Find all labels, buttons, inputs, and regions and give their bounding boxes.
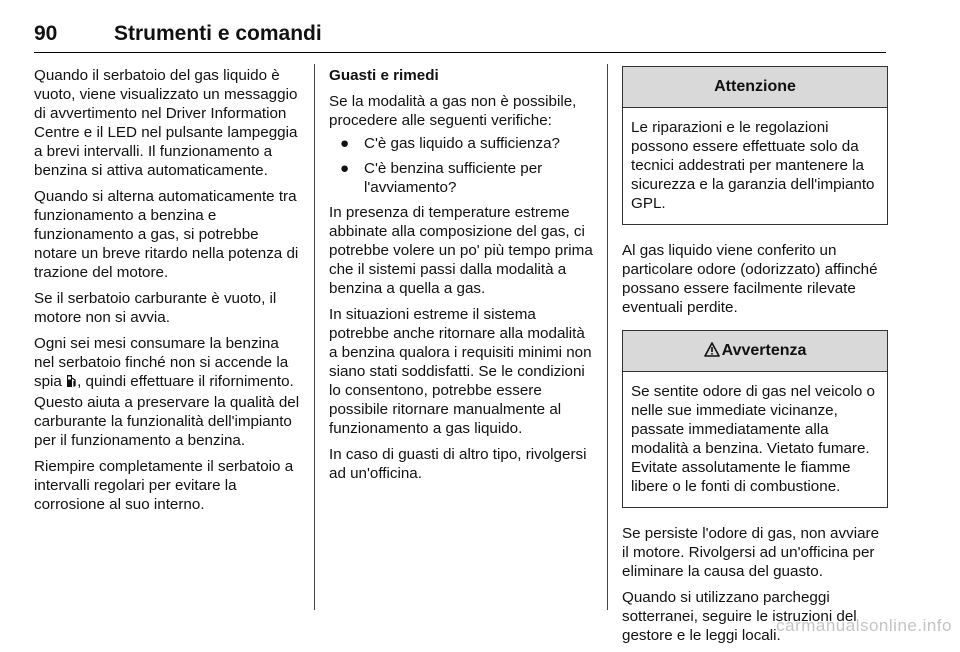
column-right [622, 66, 888, 652]
warning-triangle-icon [704, 333, 720, 373]
paragraph: Se il serbatoio carburante è vuoto, il motore non si avvia. [34, 290, 277, 326]
paragraph: Quando si utilizzano parcheggi sotterranei, seguire le istruzioni del gestore e le leggi locali. [622, 589, 857, 644]
warning-box [622, 330, 888, 508]
warning-title-bar [623, 331, 887, 372]
paragraph: Quando si alterna automaticamente tra funzionamento a benzina e funzionamento a gas, si potrebbe notare un breve ritardo nella potenza di trazione del motore. [34, 188, 299, 281]
paragraph: In situazioni estreme il sistema potrebbe anche ritornare alla modalità a benzina qualora i requisiti minimi non siano stati soddisfatti. Se le condizioni lo consentono, potrebbe essere possibile ritornare manualmente al funzionamento a gas liquido. [329, 306, 592, 437]
paragraph: Al gas liquido viene conferito un particolare odore (odorizzato) affinché possano essere facilmente rilevate eventuali perdite. [622, 242, 878, 316]
paragraph: Quando il serbatoio del gas liquido è vuoto, viene visualizzato un messaggio di avvertimento nel Driver Information Centre e il LED nel pulsante lampeggia a brevi intervalli. Il funzionamento a benzina si attiva automaticamente. [34, 67, 298, 179]
watermark: carmanualsonline.info [776, 616, 952, 635]
fuel-pump-icon [66, 374, 77, 393]
paragraph-text: , quindi effettuare il rifornimento. Questo aiuta a preservare la qualità del carburante la funzionalità dell'impianto per il funzionamento a benzina. [34, 373, 300, 449]
warning-title: Avvertenza [721, 342, 807, 359]
page-number: 90 [34, 22, 58, 45]
paragraph: Riempire completamente il serbatoio a intervalli regolari per evitare la corrosione al suo interno. [34, 458, 294, 513]
paragraph [34, 334, 302, 450]
attention-title: Attenzione [623, 67, 887, 108]
paragraph-text: Ogni sei mesi consumare la benzina nel serbatoio finché non si accende la spia [34, 335, 289, 390]
list-item-text: C'è benzina sufficiente per l'avviamento? [364, 160, 543, 196]
bullet-icon: ● [340, 135, 350, 152]
warning-body: Se sentite odore di gas nel veicolo o nelle sue immediate vicinanze, passate immediatamente alla modalità a benzina. Vietato fumare. Evitate assolutamente le fiamme libere o le fonti di combustione. [631, 383, 876, 495]
bullet-icon: ● [340, 160, 350, 177]
list-item [329, 134, 597, 153]
attention-box [622, 66, 888, 225]
checklist [329, 134, 597, 197]
section-title: Strumenti e comandi [114, 22, 322, 45]
subsection-heading: Guasti e rimedi [329, 67, 439, 84]
list-item-text: C'è gas liquido a sufficienza? [364, 135, 560, 152]
column-middle [329, 66, 597, 490]
list-item [329, 159, 597, 197]
attention-body: Le riparazioni e le regolazioni possono essere effettuate solo da tecnici addestrati per mantenere la sicurezza e la garanzia dell'impianto GPL. [631, 119, 875, 212]
paragraph: In presenza di temperature estreme abbinate alla composizione del gas, ci potrebbe volere un po' più tempo prima che il sistemi passi dalla modalità a benzina a quella a gas. [329, 204, 593, 297]
column-left [34, 66, 302, 521]
column-divider [607, 64, 608, 610]
paragraph: In caso di guasti di altro tipo, rivolgersi ad un'officina. [329, 446, 587, 482]
paragraph: Se la modalità a gas non è possibile, procedere alle seguenti verifiche: [329, 93, 577, 129]
column-divider [314, 64, 315, 610]
page-header [34, 22, 886, 53]
paragraph: Se persiste l'odore di gas, non avviare il motore. Rivolgersi ad un'officina per eliminare la causa del guasto. [622, 525, 880, 580]
